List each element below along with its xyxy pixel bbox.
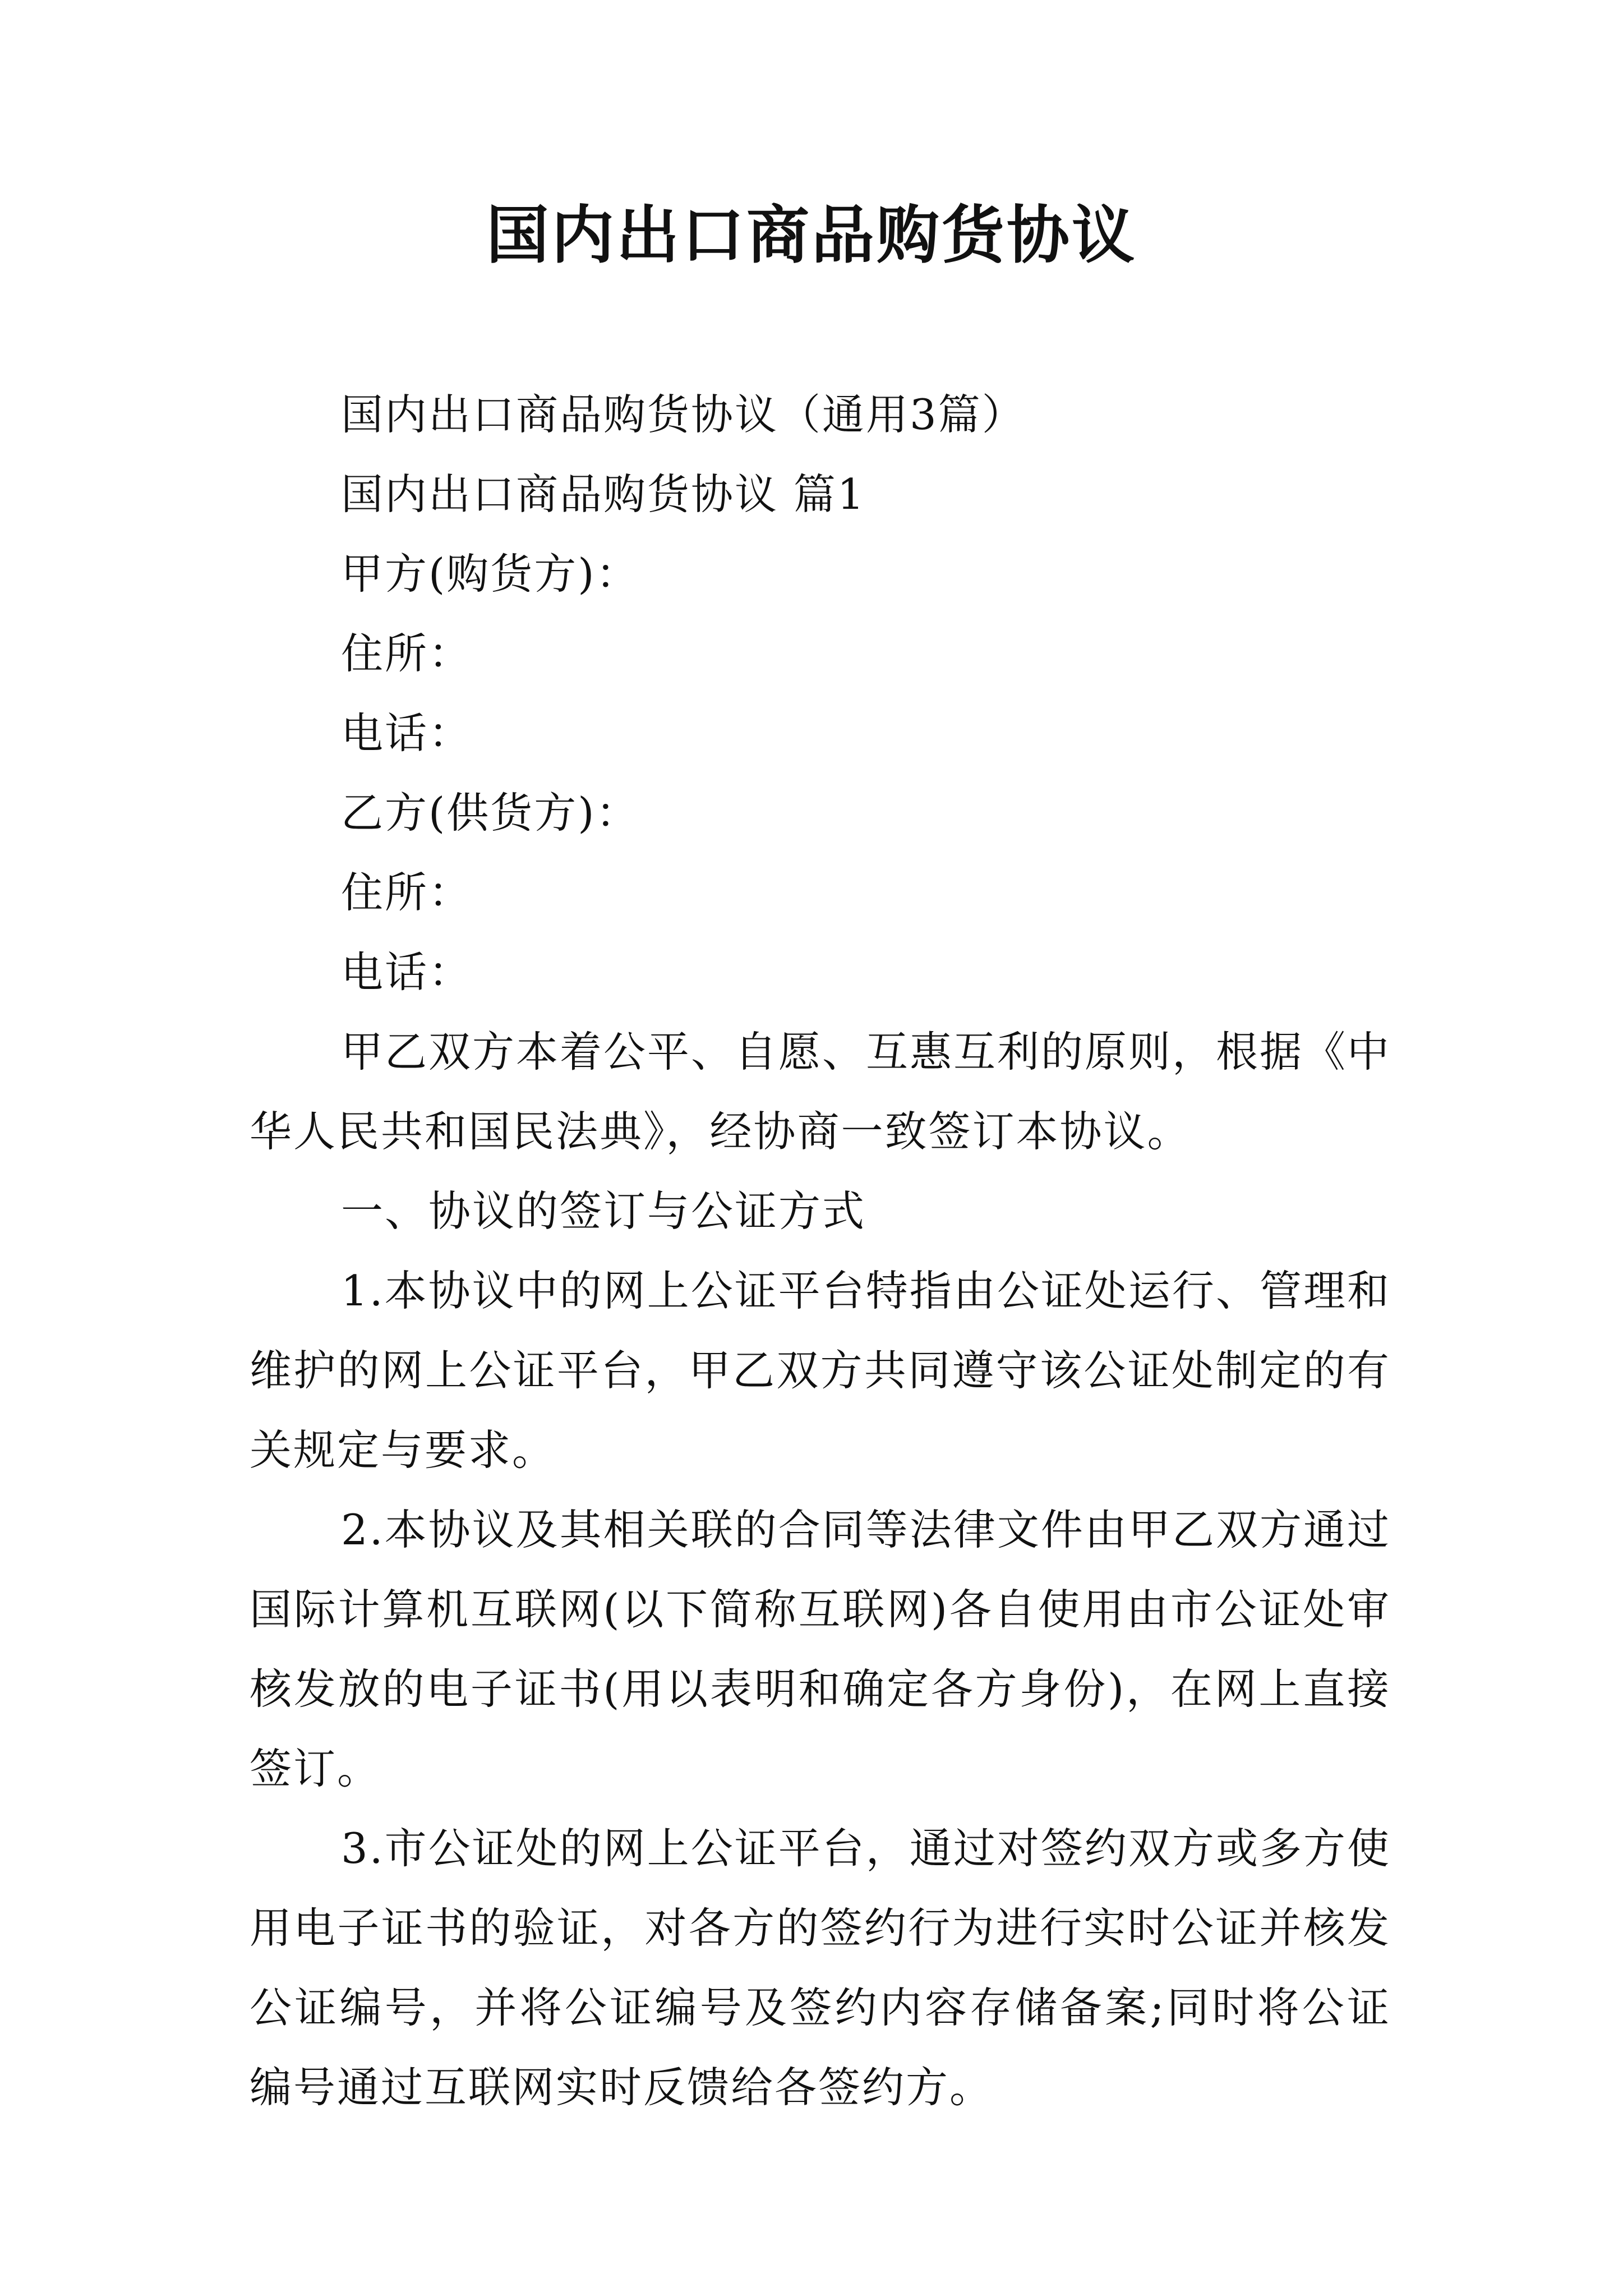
section-heading: 国内出口商品购货协议 篇1 bbox=[341, 470, 866, 519]
party-b-phone: 电话： bbox=[341, 947, 473, 997]
clause-1-1: 1.本协议中的网上公证平台特指由公证处运行、管理和维护的网上公证平台，甲乙双方共同遵守该公证处制定的有关规定与要求。 bbox=[250, 1266, 1391, 1475]
clause-1-2: 2.本协议及其相关联的合同等法律文件由甲乙双方通过国际计算机互联网(以下简称互联网)各自使用由市公证处审核发放的电子证书(用以表明和确定各方身份)，在网上直接签订。 bbox=[250, 1505, 1391, 1793]
party-b-address: 住所： bbox=[341, 868, 473, 917]
party-a-phone: 电话： bbox=[341, 708, 473, 758]
party-b-label: 乙方(供货方)： bbox=[341, 788, 640, 838]
document-body bbox=[250, 375, 1391, 2127]
clause-1-3: 3.市公证处的网上公证平台，通过对签约双方或多方使用电子证书的验证，对各方的签约行为进行实时公证并核发公证编号，并将公证编号及签约内容存储备案;同时将公证编号通过互联网实时反馈给各签约方。 bbox=[250, 1824, 1391, 2112]
document-subtitle: 国内出口商品购货协议（通用3篇） bbox=[341, 390, 1026, 439]
party-a-label: 甲方(购货方)： bbox=[341, 549, 640, 599]
party-a-address: 住所： bbox=[341, 629, 473, 678]
intro-paragraph: 甲乙双方本着公平、自愿、互惠互利的原则，根据《中华人民共和国民法典》，经协商一致签订本协议。 bbox=[250, 1027, 1391, 1156]
document-title: 国内出口商品购货协议 bbox=[486, 199, 1137, 272]
clause-one-heading: 一、协议的签订与公证方式 bbox=[341, 1186, 866, 1236]
